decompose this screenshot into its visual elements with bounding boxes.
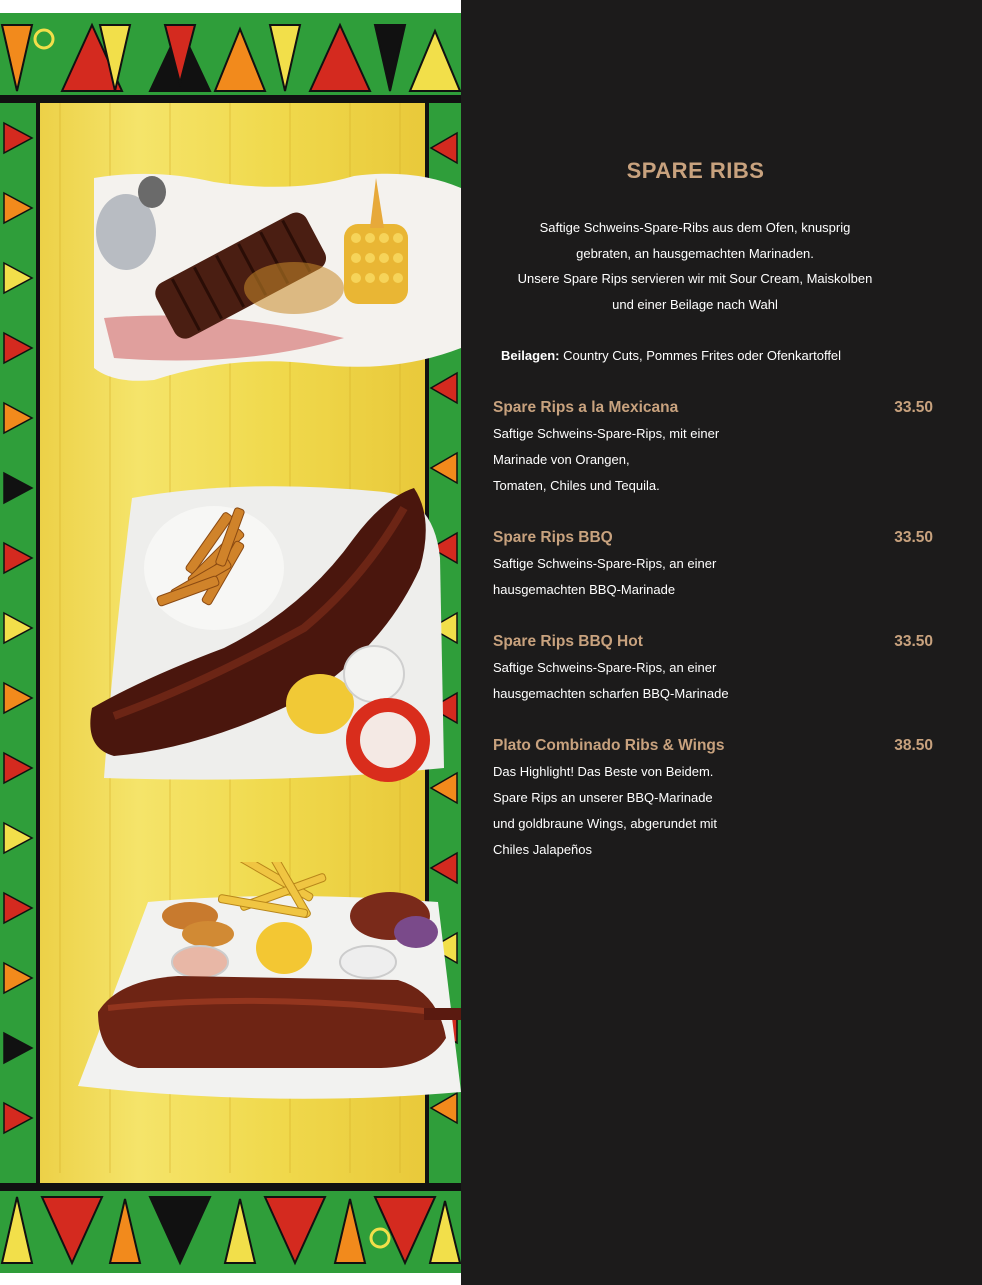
dish-description <box>493 421 933 499</box>
menu-item <box>493 629 933 707</box>
description-line: Tomaten, Chiles und Tequila. <box>493 478 660 493</box>
description-line: Saftige Schweins-Spare-Rips, mit einer <box>493 426 720 441</box>
dish-description <box>493 759 933 863</box>
dish-price: 38.50 <box>894 737 933 754</box>
description-line: hausgemachten BBQ-Marinade <box>493 582 676 597</box>
menu-item <box>493 525 933 603</box>
decorative-photo-panel <box>0 0 461 1285</box>
dish-price: 33.50 <box>894 399 933 416</box>
menu-item-header <box>493 395 933 421</box>
sides-label: Beilagen: <box>501 348 560 363</box>
dish-name: Spare Rips BBQ Hot <box>493 633 643 650</box>
description-line: Spare Rips an unserer BBQ-Marinade <box>493 790 713 805</box>
ribs-with-baked-potato-and-corn-photo <box>94 168 461 384</box>
sides-info <box>501 344 841 368</box>
menu-item <box>493 733 933 863</box>
dish-price: 33.50 <box>894 529 933 546</box>
description-line: und goldbraune Wings, abgerundet mit <box>493 816 718 831</box>
ribs-and-wings-platter-photo <box>78 862 461 1108</box>
menu-panel <box>461 0 982 1285</box>
description-line: Saftige Schweins-Spare-Rips, an einer <box>493 660 717 675</box>
description-line: Chiles Jalapeños <box>493 842 593 857</box>
dish-name: Spare Rips BBQ <box>493 529 613 546</box>
dish-price: 33.50 <box>894 633 933 650</box>
menu-item-header <box>493 733 933 759</box>
dish-description <box>493 551 933 603</box>
menu-item-header <box>493 525 933 551</box>
glazed-ribs-with-fries-photo <box>84 478 446 788</box>
description-line: hausgemachten scharfen BBQ-Marinade <box>493 686 729 701</box>
description-line: Das Highlight! Das Beste von Beidem. <box>493 764 714 779</box>
description-line: Marinade von Orangen, <box>493 452 630 467</box>
dish-name: Plato Combinado Ribs & Wings <box>493 737 725 754</box>
description-line: Saftige Schweins-Spare-Rips, an einer <box>493 556 717 571</box>
section-title: SPARE RIBS <box>626 158 765 183</box>
intro-line: Saftige Schweins-Spare-Ribs aus dem Ofen, knusprig <box>539 220 851 235</box>
menu-item <box>493 395 933 499</box>
intro-line: Unsere Spare Rips servieren wir mit Sour Cream, Maiskolben <box>517 271 873 287</box>
dish-name: Spare Rips a la Mexicana <box>493 399 679 416</box>
intro-line: gebraten, an hausgemachten Marinaden. <box>576 245 814 261</box>
sides-text: Country Cuts, Pommes Frites oder Ofenkartoffel <box>559 348 842 363</box>
menu-item-header <box>493 629 933 655</box>
dish-description <box>493 655 933 707</box>
intro-line: und einer Beilage nach Wahl <box>612 296 778 312</box>
intro-text <box>485 215 905 317</box>
